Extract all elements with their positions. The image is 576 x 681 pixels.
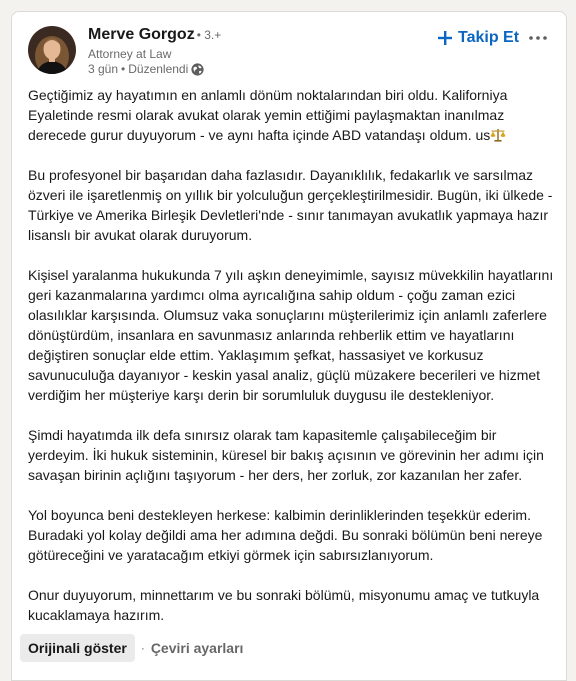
more-horizontal-icon — [528, 35, 548, 41]
post-paragraph: Yol boyunca beni destekleyen herkese: kalbimin derinliklerinden teşekkür ederim. Buradaki yol kolay değildi ama her adımına değdi. Bu sonraki bölümün beni nereye götüreceğini ve yaratacağım etkiyi görmek için sabırsızlanıyorum. — [28, 507, 543, 563]
post-paragraph: Kişisel yaralanma hukukunda 7 yılı aşkın deneyimimle, sayısız müvekkilin hayatlarını geri kazanmalarına yardımcı olma ayrıcalığına sahip oldum - çoğu zaman ezici olasılıklar karşısında. Olumsuz vaka sonuçlarını müşterilerimiz için anlamlı zaferlere dönüştürdüm, insanlara en savunmasız anlarında rehberlik ettim ve hayatlarını değiştiren sonuçlar elde ettim. Yaklaşımım şefkat, hassasiyet ve korkusuz savunuculuğa dayanıyor - keskin yasal analiz, güçlü müzakere becerileri ve hizmet verdiğim her müşteriye karşı derin bir sorumluluk duygusu ile destekleniyor. — [28, 267, 554, 403]
post-paragraph: Onur duyuyorum, minnettarım ve bu sonraki bölümü, misyonumu amaç ve tutkuyla kucaklamaya hazırım. — [28, 587, 540, 623]
avatar[interactable] — [28, 26, 76, 74]
author-name-line — [88, 26, 221, 44]
follow-label: Takip Et — [458, 29, 520, 46]
connection-degree: • 3.+ — [196, 28, 222, 42]
post-time: 3 gün — [88, 62, 119, 76]
translation-actions — [20, 634, 243, 662]
scales-icon — [490, 127, 506, 141]
more-options-button[interactable] — [522, 24, 554, 52]
meta-separator: • — [121, 62, 126, 76]
plus-icon — [438, 31, 452, 45]
edited-label: Düzenlendi — [128, 62, 189, 76]
post-card — [11, 11, 567, 681]
globe-icon — [191, 63, 204, 76]
post-meta — [88, 62, 204, 76]
post-paragraph: Şimdi hayatımda ilk defa sınırsız olarak tam kapasitemle çalışabileceğim bir yerdeyim. İki hukuk sisteminin, küresel bir bakış açısının ve görevinin her adımı için savaşan birinin açlığını taşıyorum - her ders, her zorluk, zor kazanılan her zafer. — [28, 427, 544, 483]
show-original-button[interactable]: Orijinali göster — [20, 634, 135, 662]
post-paragraph — [28, 85, 556, 145]
post-paragraph-text: Geçtiğimiz ay hayatımın en anlamlı dönüm noktalarından biri oldu. Kaliforniya Eyaletinde resmi olarak avukat olarak yemin ettiğimi paylaşmaktan inanılmaz derecede gurur duyuyorum - ve aynı hafta içinde ABD vatandaşı oldum. us — [28, 87, 508, 143]
translation-settings-link[interactable]: Çeviri ayarları — [150, 640, 244, 656]
author-headline: Attorney at Law — [88, 47, 172, 61]
post-paragraph: Bu profesyonel bir başarıdan daha fazlasıdır. Dayanıklılık, fedakarlık ve sarsılmaz özveri ile işaretlenmiş on yıllık bir yolculuğun gerçekleştirilmesidir. Bugün, iki ülkede - Türkiye ve Amerika Birleşik Devletleri'nde - sınır tanımayan avukatlık yapmaya hazır lisanslı bir avukat olarak duruyorum. — [28, 167, 553, 243]
post-body — [28, 85, 556, 625]
author-name[interactable]: Merve Gorgoz — [88, 26, 195, 43]
follow-button[interactable] — [432, 24, 525, 52]
avatar-photo — [28, 26, 76, 74]
action-separator: · — [140, 641, 145, 655]
